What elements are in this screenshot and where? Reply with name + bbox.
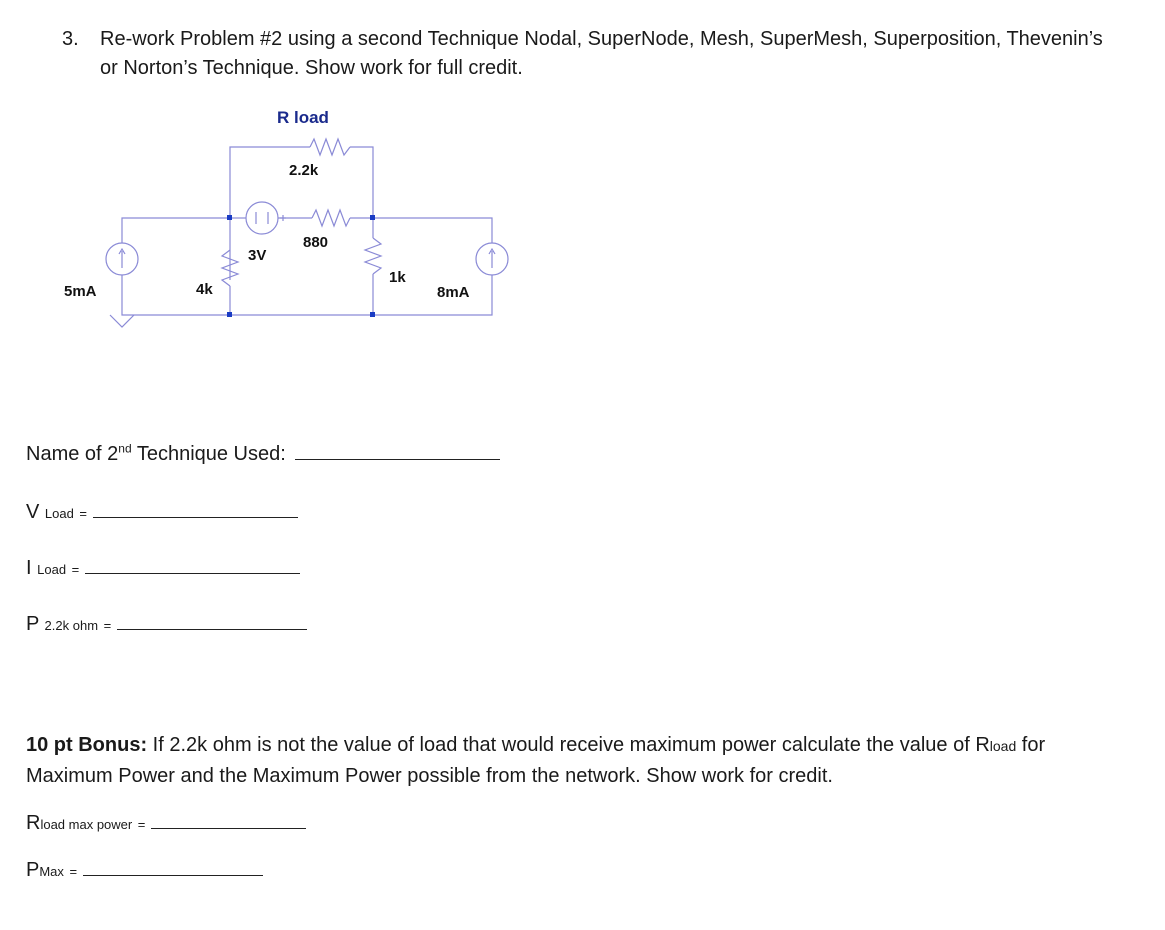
pmax-field (26, 857, 263, 882)
iload-input-line[interactable] (85, 555, 300, 574)
node-dot (227, 215, 232, 220)
vload-label: V (26, 501, 40, 523)
rload-resistor (310, 139, 350, 155)
power-input-line[interactable] (117, 611, 307, 630)
circuit-diagram (40, 100, 520, 340)
power-field (26, 611, 307, 636)
problem-text-line2: or Norton’s Technique. Show work for full credit. (100, 57, 523, 79)
vload-input-line[interactable] (93, 499, 298, 518)
r1k-label: 1k (389, 269, 406, 286)
power-label: P (26, 613, 39, 635)
bonus-text-sub: load (989, 738, 1017, 754)
technique-label-pre: Name of 2 (26, 443, 119, 465)
iload-sub: Load (37, 562, 67, 577)
pmax-label: P (26, 859, 40, 881)
r880-resistor (312, 210, 350, 226)
rload-value: 2.2k (289, 162, 319, 179)
voltage-source (246, 202, 278, 234)
power-sub: 2.2k ohm (44, 618, 99, 633)
technique-label-sup: nd (118, 441, 132, 456)
iload-eq: = (71, 562, 80, 577)
isource-left-label: 5mA (64, 283, 97, 300)
vload-eq: = (79, 506, 87, 521)
r4k-label: 4k (196, 281, 213, 298)
rload-max-sub: load max power (40, 817, 133, 832)
bonus-text-a: If 2.2k ohm is not the value of load that would receive maximum power calculate the value of R (147, 734, 990, 756)
vsource-label: 3V (248, 247, 267, 264)
rload-max-field (26, 810, 306, 835)
technique-field (26, 441, 500, 466)
iload-label: I (26, 557, 32, 579)
ground-symbol (110, 315, 134, 327)
bonus-title: 10 pt Bonus: (26, 734, 148, 756)
pmax-input-line[interactable] (83, 857, 263, 876)
problem-text-line1: Re-work Problem #2 using a second Technique Nodal, SuperNode, Mesh, SuperMesh, Superposition, Thevenin’s (100, 28, 1103, 50)
technique-input-line[interactable] (295, 441, 500, 460)
node-dot (370, 312, 375, 317)
vload-field (26, 499, 298, 524)
r880-label: 880 (303, 234, 329, 251)
technique-label-post: Technique Used: (131, 443, 286, 465)
power-eq: = (103, 618, 112, 633)
rload-max-label: R (26, 812, 41, 834)
rload-title: R load (277, 108, 329, 127)
r1k-resistor (365, 238, 381, 274)
pmax-sub: Max (39, 864, 64, 879)
problem-number: 3. (62, 28, 79, 50)
pmax-eq: = (69, 864, 78, 879)
isource-right-label: 8mA (437, 284, 470, 301)
node-dot (227, 312, 232, 317)
rload-max-eq: = (137, 817, 146, 832)
node-dot (370, 215, 375, 220)
rload-max-input-line[interactable] (151, 810, 306, 829)
iload-field (26, 555, 300, 580)
bonus-paragraph (26, 730, 1136, 791)
vload-sub: Load (44, 506, 74, 521)
bonus-text-b: for Maximum Power and the Maximum Power possible from the network. Show work for credit. (26, 734, 1046, 787)
